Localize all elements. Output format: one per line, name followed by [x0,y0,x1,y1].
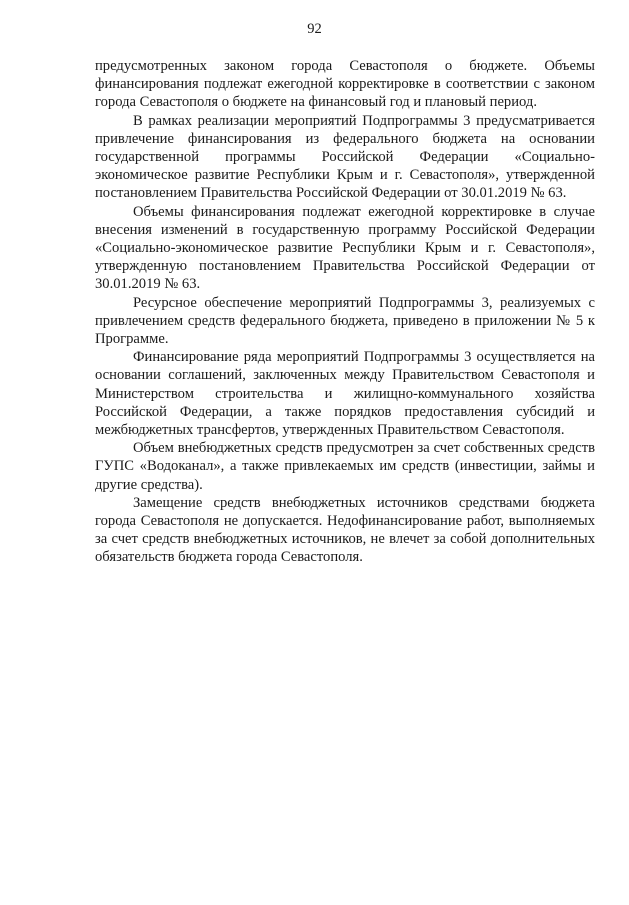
paragraph: Объемы финансирования подлежат ежегодной корректировке в случае внесения изменений в государственную программу Российской Федерации «Социально-экономическое развитие Республики Крым и г. Севастополя», утвержденную постановлением Правительства Российской Федерации от 30.01.2019 № 63. [95,203,595,293]
document-body [95,57,595,567]
paragraph: В рамках реализации мероприятий Подпрограммы 3 предусматривается привлечение финансирования из федерального бюджета на основании государственной программы Российской Федерации «Социально-экономическое развитие Республики Крым и г. Севастополя», утвержденной постановлением Правительства Российской Федерации от 30.01.2019 № 63. [95,112,595,202]
paragraph: Замещение средств внебюджетных источников средствами бюджета города Севастополя не допускается. Недофинансирование работ, выполняемых за счет средств внебюджетных источников, не влечет за собой дополнительных обязательств бюджета города Севастополя. [95,494,595,566]
page-number: 92 [307,21,322,37]
paragraph: Объем внебюджетных средств предусмотрен за счет собственных средств ГУПС «Водоканал», а также привлекаемых им средств (инвестиции, займы и другие средства). [95,440,595,493]
paragraph: Финансирование ряда мероприятий Подпрограммы 3 осуществляется на основании соглашений, заключенных между Правительством Севастополя и Министерством строительства и жилищно-коммунального хозяйства Российской Федерации, а также порядков предоставления субсидий и межбюджетных трансфертов, утвержденных Правительством Севастополя. [95,349,595,439]
paragraph-continuation: предусмотренных законом города Севастополя о бюджете. Объемы финансирования подлежат ежегодной корректировке в соответствии с законом города Севастополя о бюджете на финансовый год и плановый период. [95,58,595,111]
paragraph: Ресурсное обеспечение мероприятий Подпрограммы 3, реализуемых с привлечением средств федерального бюджета, приведено в приложении № 5 к Программе. [95,294,595,348]
